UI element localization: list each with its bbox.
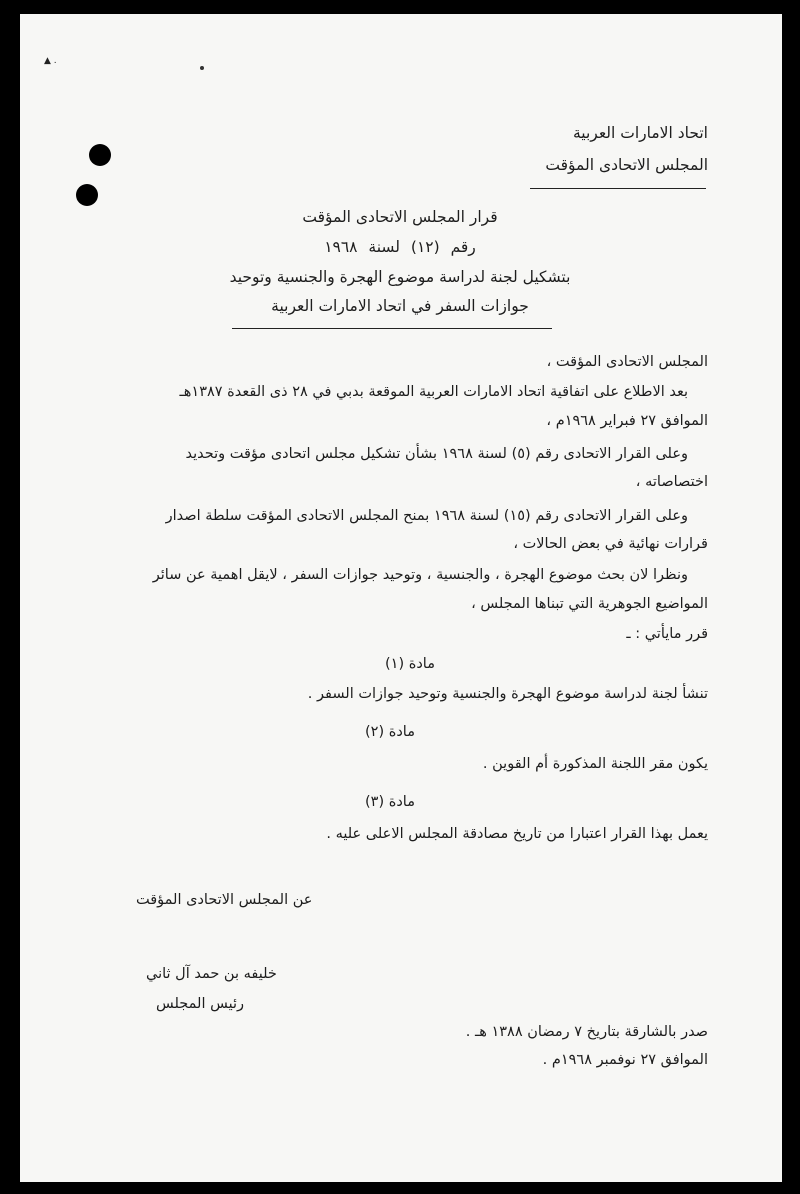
article-text: يعمل بهذا القرار اعتبارا من تاريخ مصادقة المجلس الاعلى عليه .	[326, 826, 708, 842]
article-heading: مادة (٢)	[365, 724, 415, 740]
signature-title: رئيس المجلس	[156, 996, 244, 1012]
preamble-line: اختصاصاته ،	[635, 474, 708, 490]
punch-hole-top	[89, 144, 111, 166]
resolution-subject-2: جوازات السفر في اتحاد الامارات العربية	[271, 297, 529, 315]
article-text: يكون مقر اللجنة المذكورة أم القوين .	[482, 756, 708, 772]
article-text: تنشأ لجنة لدراسة موضوع الهجرة والجنسية وتوحيد جوازات السفر .	[307, 686, 708, 702]
resolution-subject-1: بتشكيل لجنة لدراسة موضوع الهجرة والجنسية وتوحيد	[229, 268, 571, 286]
preamble-line: بعد الاطلاع على اتفاقية اتحاد الامارات العربية الموقعة بدبي في ٢٨ ذى القعدة ١٣٨٧هـ	[179, 384, 688, 400]
article-heading: مادة (٣)	[365, 794, 415, 810]
article-heading: مادة (١)	[385, 656, 435, 672]
preamble-line: وعلى القرار الاتحادى رقم (١٥) لسنة ١٩٦٨ بمنح المجلس الاتحادى المؤقت سلطة اصدار	[165, 508, 688, 524]
ink-dot	[200, 66, 204, 70]
preamble-decision: قرر مايأتي : ـ	[626, 626, 708, 642]
resolution-number: رقم (١٢) لسنة ١٩٦٨	[324, 238, 476, 256]
corner-mark: ▲ .	[44, 56, 57, 66]
title-underline	[232, 328, 552, 329]
header-emirates-union: اتحاد الامارات العربية	[572, 124, 708, 142]
header-council: المجلس الاتحادى المؤقت	[545, 156, 708, 174]
issued-date-gregorian: الموافق ٢٧ نوفمبر ١٩٦٨م .	[542, 1052, 708, 1068]
signature-name: خليفه بن حمد آل ثاني	[146, 966, 277, 982]
punch-hole-bottom	[76, 184, 98, 206]
preamble-line: المواضيع الجوهرية التي تبناها المجلس ،	[471, 596, 708, 612]
preamble-line: المجلس الاتحادى المؤقت ،	[546, 354, 708, 370]
signature-on-behalf: عن المجلس الاتحادى المؤقت	[136, 892, 313, 908]
preamble-line: ونظرا لان بحث موضوع الهجرة ، والجنسية ، وتوحيد جوازات السفر ، لايقل اهمية عن سائر	[152, 567, 688, 583]
resolution-title: قرار المجلس الاتحادى المؤقت	[302, 208, 498, 226]
preamble-line: قرارات نهائية في بعض الحالات ،	[513, 536, 708, 552]
preamble-line: الموافق ٢٧ فبراير ١٩٦٨م ،	[546, 413, 708, 429]
header-underline	[530, 188, 706, 189]
preamble-line: وعلى القرار الاتحادى رقم (٥) لسنة ١٩٦٨ بشأن تشكيل مجلس اتحادى مؤقت وتحديد	[185, 446, 688, 462]
issued-date-hijri: صدر بالشارقة بتاريخ ٧ رمضان ١٣٨٨ هـ .	[465, 1024, 708, 1040]
